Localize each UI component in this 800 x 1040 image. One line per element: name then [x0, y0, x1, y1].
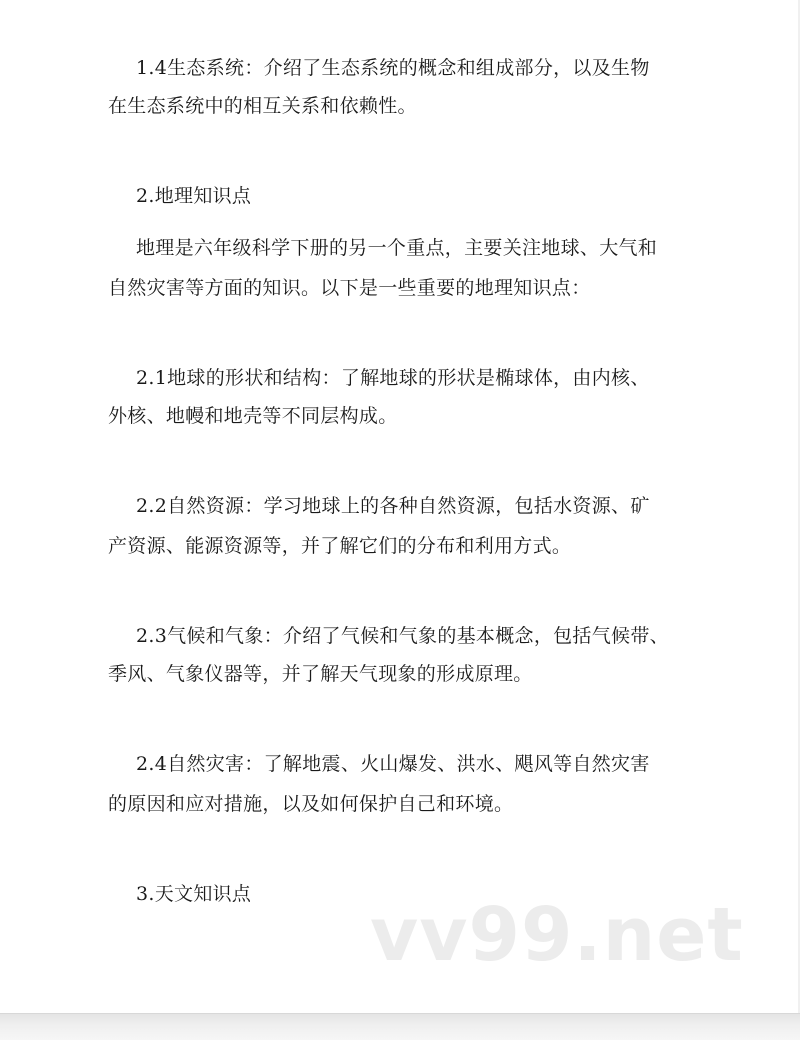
paragraph-2-4-line-2: 的原因和应对措施，以及如何保护自己和环境。	[108, 793, 514, 815]
paragraph-geography-intro-line-1: 地理是六年级科学下册的另一个重点，主要关注地球、大气和	[136, 237, 658, 259]
paragraph-2-1-line-1: 2.1地球的形状和结构：了解地球的形状是椭球体，由内核、	[136, 367, 650, 389]
watermark-text: vv99.net	[370, 892, 744, 978]
paragraph-geography-intro-line-2: 自然灾害等方面的知识。以下是一些重要的地理知识点：	[108, 277, 591, 299]
page-bottom-border	[0, 1013, 800, 1040]
paragraph-2-3-line-1: 2.3气候和气象：介绍了气候和气象的基本概念，包括气候带、	[136, 625, 669, 647]
paragraph-2-1-line-2: 外核、地幔和地壳等不同层构成。	[108, 405, 398, 427]
heading-3-astronomy: 3.天文知识点	[136, 883, 252, 905]
paragraph-2-2-line-1: 2.2自然资源：学习地球上的各种自然资源，包括水资源、矿	[136, 495, 650, 517]
paragraph-2-2-line-2: 产资源、能源资源等，并了解它们的分布和利用方式。	[108, 535, 572, 557]
paragraph-1-4-line-1: 1.4生态系统：介绍了生态系统的概念和组成部分，以及生物	[136, 57, 650, 79]
heading-2-geography: 2.地理知识点	[136, 185, 252, 207]
paragraph-2-3-line-2: 季风、气象仪器等，并了解天气现象的形成原理。	[108, 663, 533, 685]
paragraph-2-4-line-1: 2.4自然灾害：了解地震、火山爆发、洪水、飓风等自然灾害	[136, 753, 650, 775]
paragraph-1-4-line-2: 在生态系统中的相互关系和依赖性。	[108, 95, 417, 117]
